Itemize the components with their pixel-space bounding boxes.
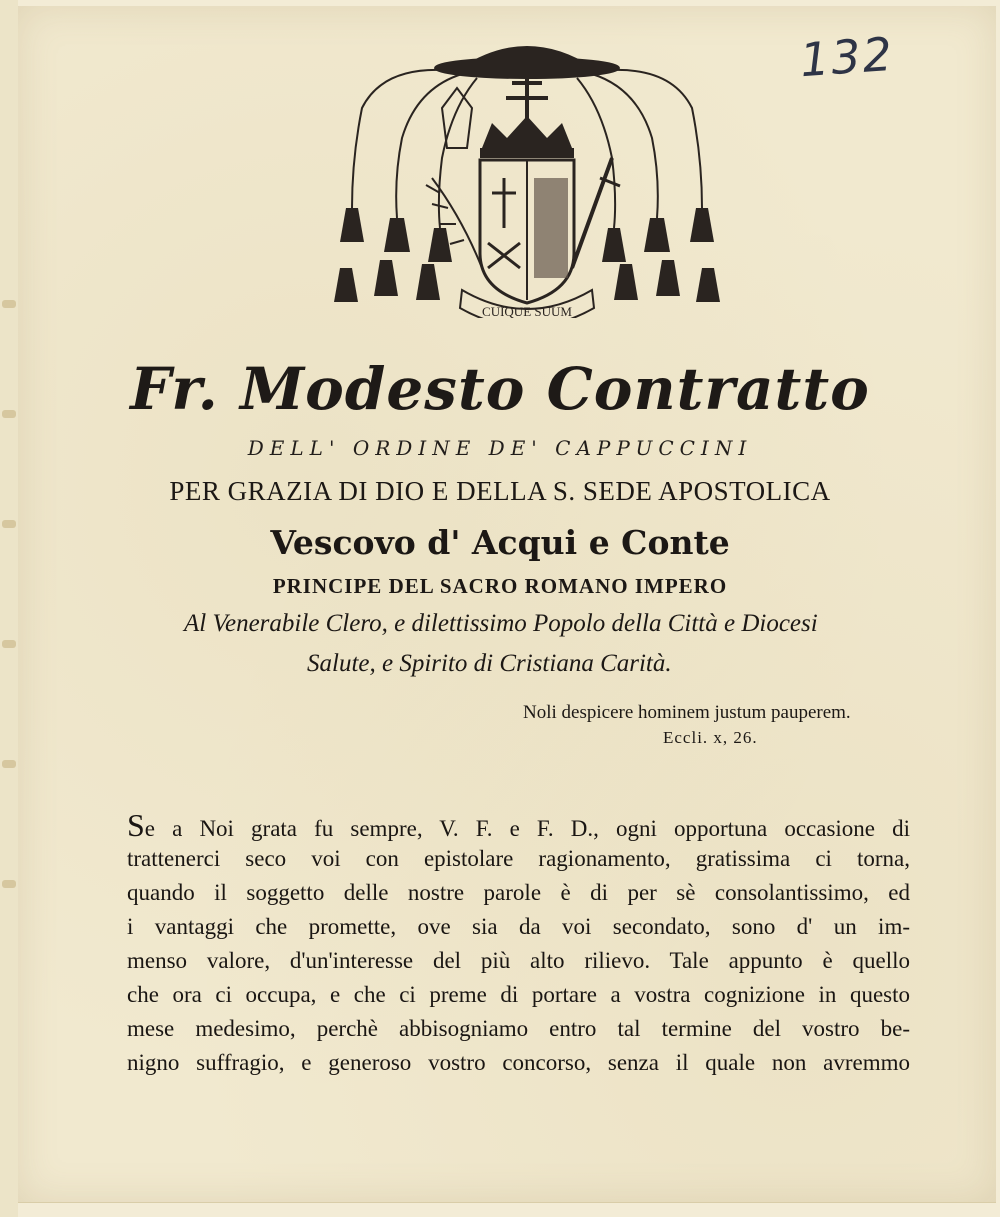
body-line: menso valore, d'un'interesse del più alto rilievo. Tale appunto è quello [127, 948, 910, 973]
addressee-line: Al Venerabile Clero, e dilettissimo Popolo della Città e Diocesi [184, 610, 818, 637]
paper-left-edge [0, 0, 18, 1217]
grace-line: PER GRAZIA DI DIO E DELLA S. SEDE APOSTOLICA [169, 476, 831, 506]
prince-title-line: PRINCIPE DEL SACRO ROMANO IMPERO [272, 574, 728, 598]
body-line: i vantaggi che promette, ove sia da voi secondato, sono d' un im- [127, 914, 910, 939]
body-line [127, 808, 910, 842]
religious-order-line: DELL' ORDINE DE' CAPPUCCINI [247, 436, 753, 460]
binding-stub [2, 300, 16, 308]
body-line: che ora ci occupa, e che ci preme di portare a vostra cognizione in questo [127, 982, 910, 1007]
binding-stub [2, 760, 16, 768]
body-line: trattenerci seco voi con epistolare ragionamento, gratissima ci torna, [127, 846, 910, 871]
salutation-line: Salute, e Spirito di Cristiana Carità. [307, 650, 672, 677]
episcopal-coat-of-arms [322, 28, 732, 318]
crest-motto: CUIQUE SUUM [482, 304, 572, 318]
body-line: mese medesimo, perchè abbisogniamo entro tal termine del vostro be- [127, 1016, 910, 1041]
epigraph-reference: Eccli. x, 26. [663, 728, 758, 747]
body-line-text: e a Noi grata fu sempre, V. F. e F. D., ogni opportuna occasione di [144, 816, 910, 841]
folio-number: 132 [798, 26, 896, 88]
epigraph-quote: Noli despicere hominem justum pauperem. [523, 702, 851, 723]
binding-stub [2, 880, 16, 888]
bishop-name-heading: Fr. Modesto Contratto [130, 355, 870, 423]
bishop-title-line: Vescovo d' Acqui e Conte [270, 523, 730, 562]
drop-cap: S [127, 807, 145, 843]
letter-body [127, 808, 910, 1080]
binding-stub [2, 640, 16, 648]
body-line: quando il soggetto delle nostre parole è di per sè consolantissimo, ed [127, 880, 910, 905]
body-line: nigno suffragio, e generoso vostro concorso, senza il quale non avremmo [127, 1050, 910, 1075]
